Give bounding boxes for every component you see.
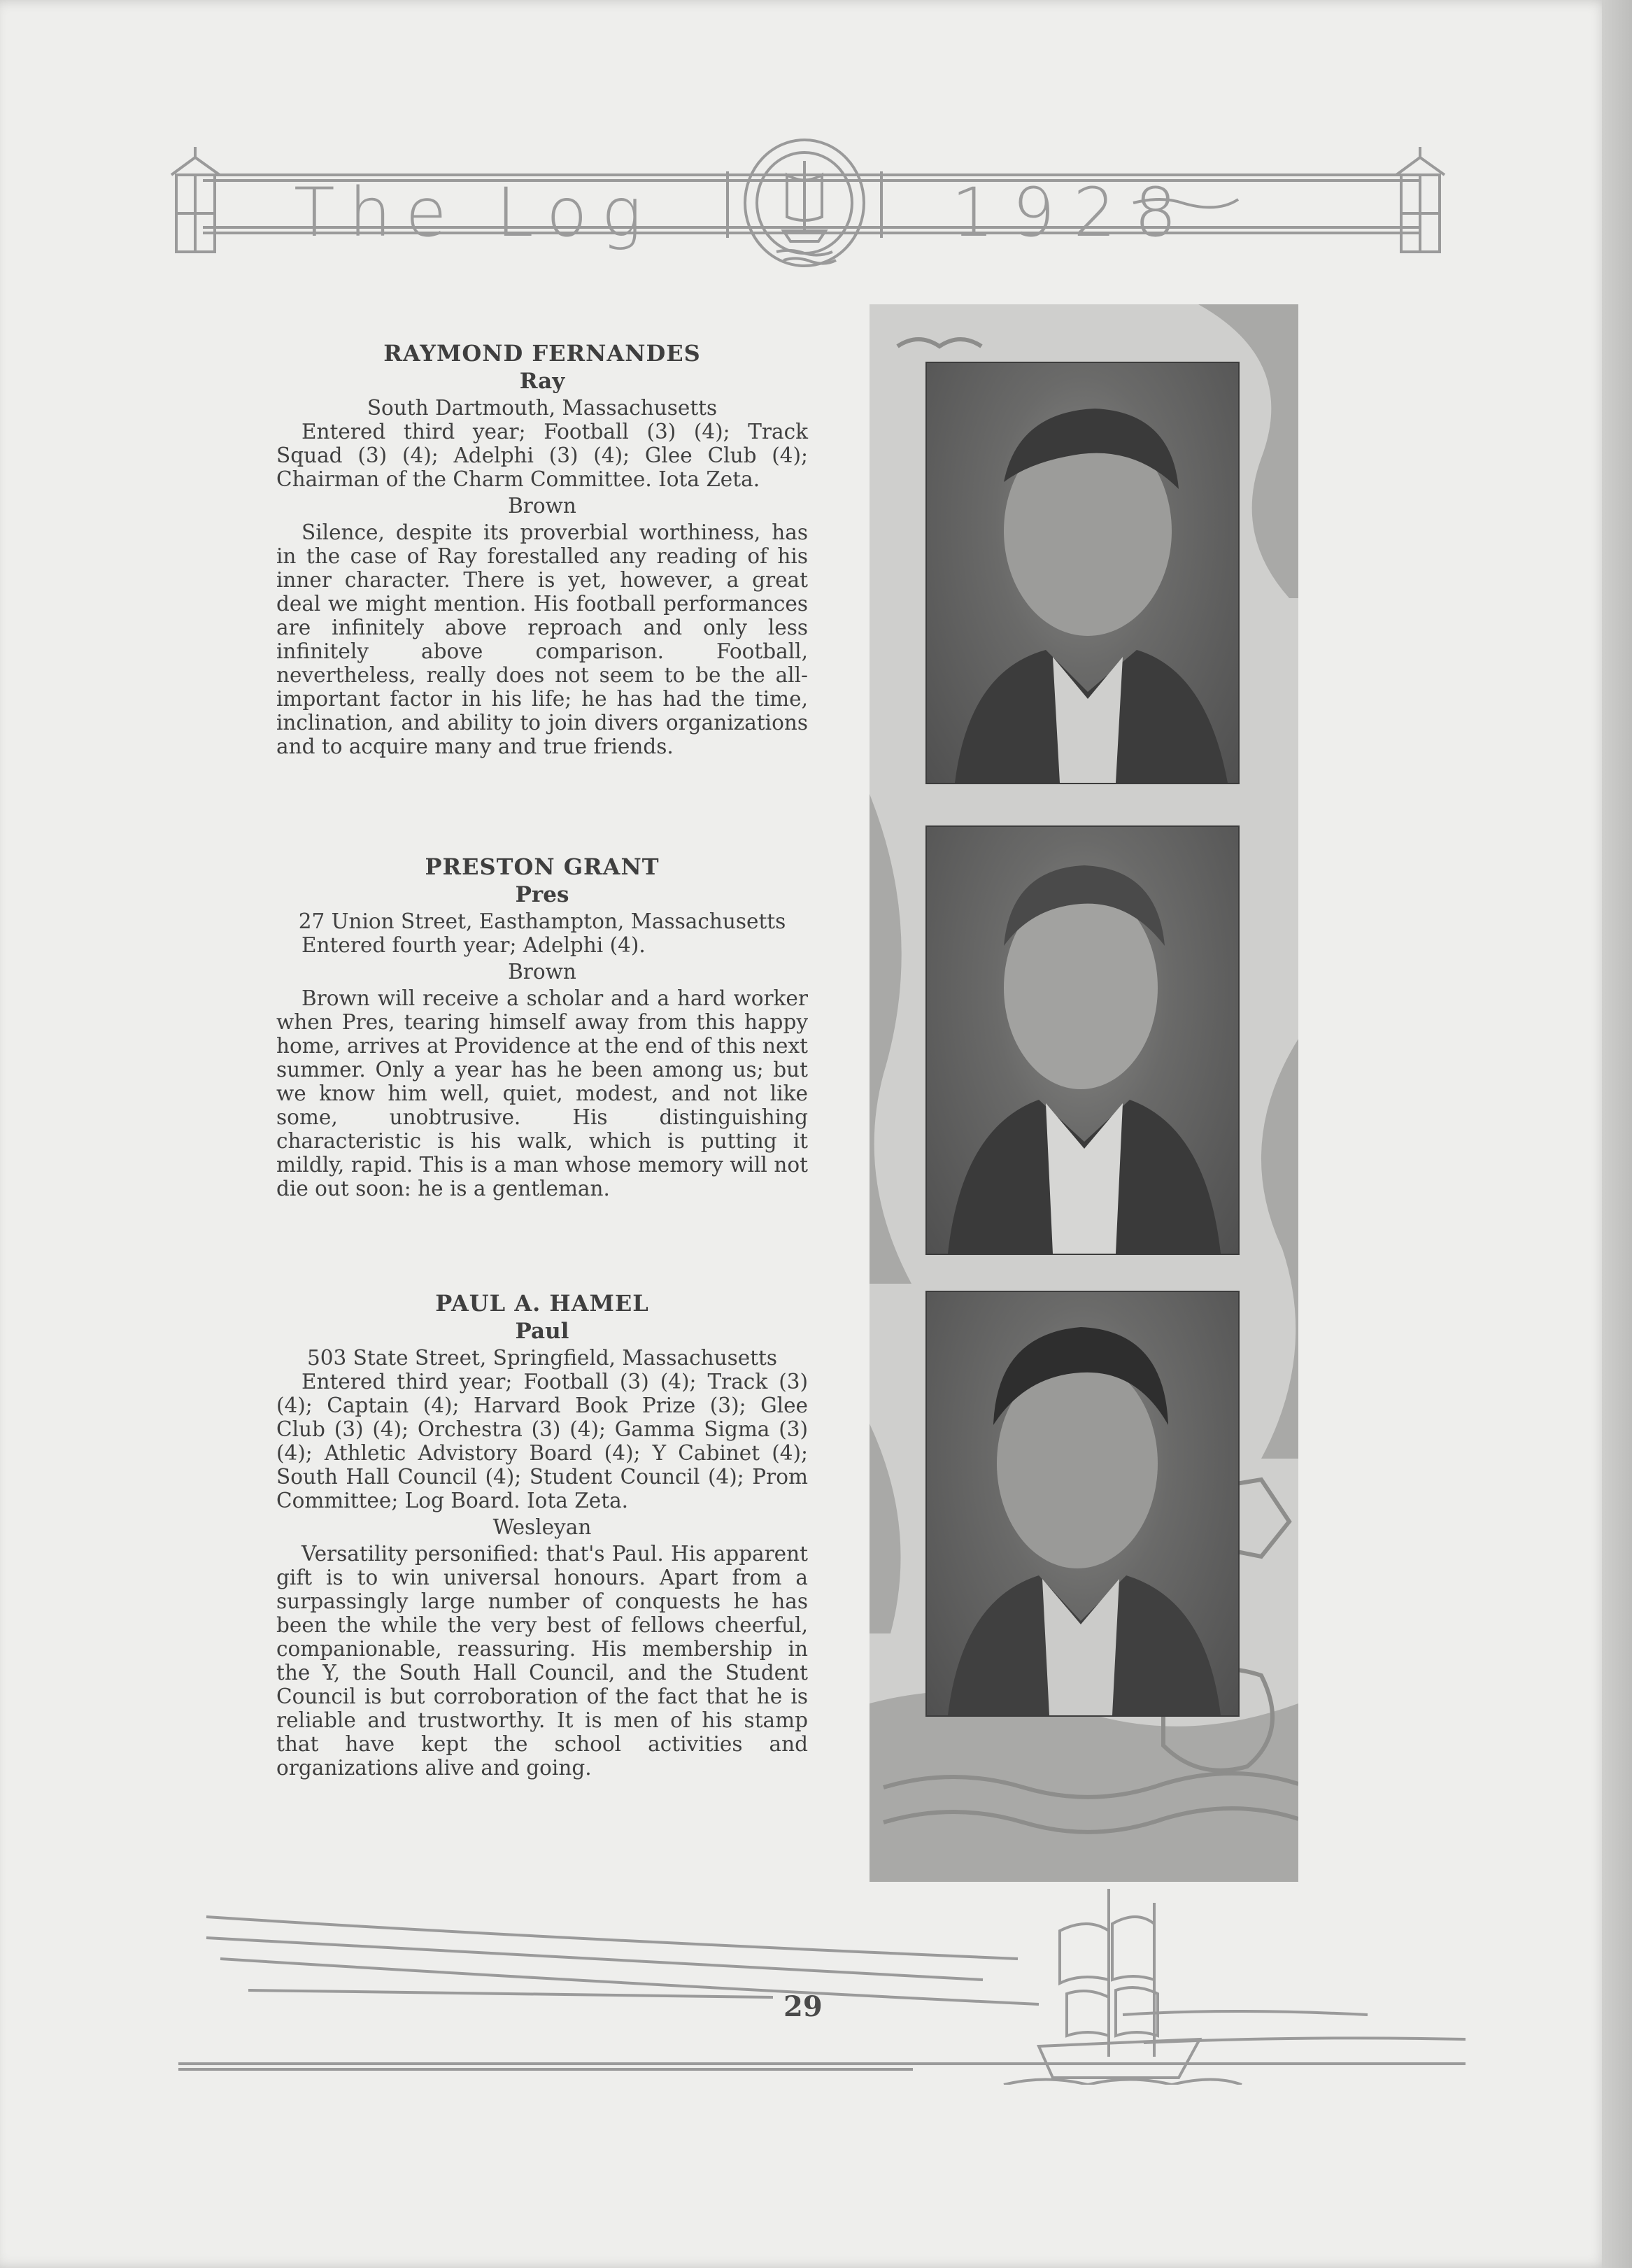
- student-address: 503 State Street, Springfield, Massachusetts: [306, 1346, 778, 1370]
- student-college: Brown: [508, 960, 576, 984]
- student-address: South Dartmouth, Massachusetts: [367, 396, 718, 420]
- portrait-raymond-fernandes: [925, 362, 1240, 784]
- portrait-silhouette-icon: [927, 827, 1238, 1254]
- student-college: Wesleyan: [492, 1515, 592, 1539]
- header-year: 1928: [951, 173, 1195, 252]
- student-nickname: Ray: [519, 369, 565, 394]
- page-header: [168, 133, 1448, 273]
- student-activities: Entered fourth year; Adelphi (4).: [301, 933, 646, 957]
- student-activities: Entered third year; Football (3) (4); Track Squad (3) (4); Adelphi (3) (4); Glee Club (4); Chairman of the Charm Committee. Iota Zeta.: [276, 420, 808, 491]
- student-writeup: Versatility personified: that's Paul. His apparent gift is to win universal honours. Apart from a surpassingly large number of conquests he has been the while the very best of fellows cheerful, companionable, reassuring. His membership in the Y, the South Hall Council, and the Student Council is but corroboration of the fact that he is reliable and trustworthy. It is men of his stamp that have kept the school activities and organizations alive and going.: [276, 1542, 808, 1780]
- portrait-preston-grant: [925, 825, 1240, 1255]
- page-binding: [1602, 0, 1632, 2268]
- student-name: PRESTON GRANT: [425, 853, 660, 880]
- student-nickname: Paul: [515, 1319, 569, 1344]
- page-number: 29: [783, 1990, 823, 2023]
- sailing-ship-icon: [178, 1875, 1466, 2085]
- entry-preston-grant: [276, 855, 808, 1200]
- entry-paul-hamel: [276, 1291, 808, 1780]
- student-name: RAYMOND FERNANDES: [383, 340, 701, 367]
- student-writeup: Brown will receive a scholar and a hard worker when Pres, tearing himself away from this happy home, arrives at Providence at the end of this next summer. Only a year has he been among us; but we know him well, quiet, modest, and not like some, unobtrusive. His distinguishing characteristic is his walk, which is putting it mildly, rapid. This is a man whose memory will not die out soon: he is a gentleman.: [276, 986, 808, 1200]
- portrait-panel: [870, 304, 1298, 1882]
- student-college: Brown: [508, 494, 576, 518]
- student-address: 27 Union Street, Easthampton, Massachusetts: [298, 909, 786, 933]
- portrait-silhouette-icon: [927, 1292, 1238, 1715]
- student-name: PAUL A. HAMEL: [435, 1290, 649, 1317]
- student-writeup: Silence, despite its proverbial worthiness, has in the case of Ray forestalled any reading of his inner character. There is yet, however, a great deal we might mention. His football performances are infinitely above reproach and only less infinitely above comparison. Football, nevertheless, really does not seem to be the all-important factor in his life; he has had the time, inclination, and ability to join divers organizations and to acquire many and true friends.: [276, 520, 808, 758]
- page-footer-ornament: [178, 1875, 1466, 2085]
- portrait-silhouette-icon: [927, 363, 1238, 783]
- portrait-paul-hamel: [925, 1291, 1240, 1717]
- student-activities: Entered third year; Football (3) (4); Track (3) (4); Captain (4); Harvard Book Prize (3); Glee Club (3) (4); Orchestra (3) (4); Gamma Sigma (3) (4); Athletic Advistory Board (4); Y Cabinet (4); South Hall Council (4); Student Council (4); Prom Committee; Log Board. Iota Zeta.: [276, 1370, 808, 1512]
- student-nickname: Pres: [515, 882, 569, 907]
- entry-raymond-fernandes: [276, 341, 808, 758]
- header-title: The Log: [294, 173, 656, 252]
